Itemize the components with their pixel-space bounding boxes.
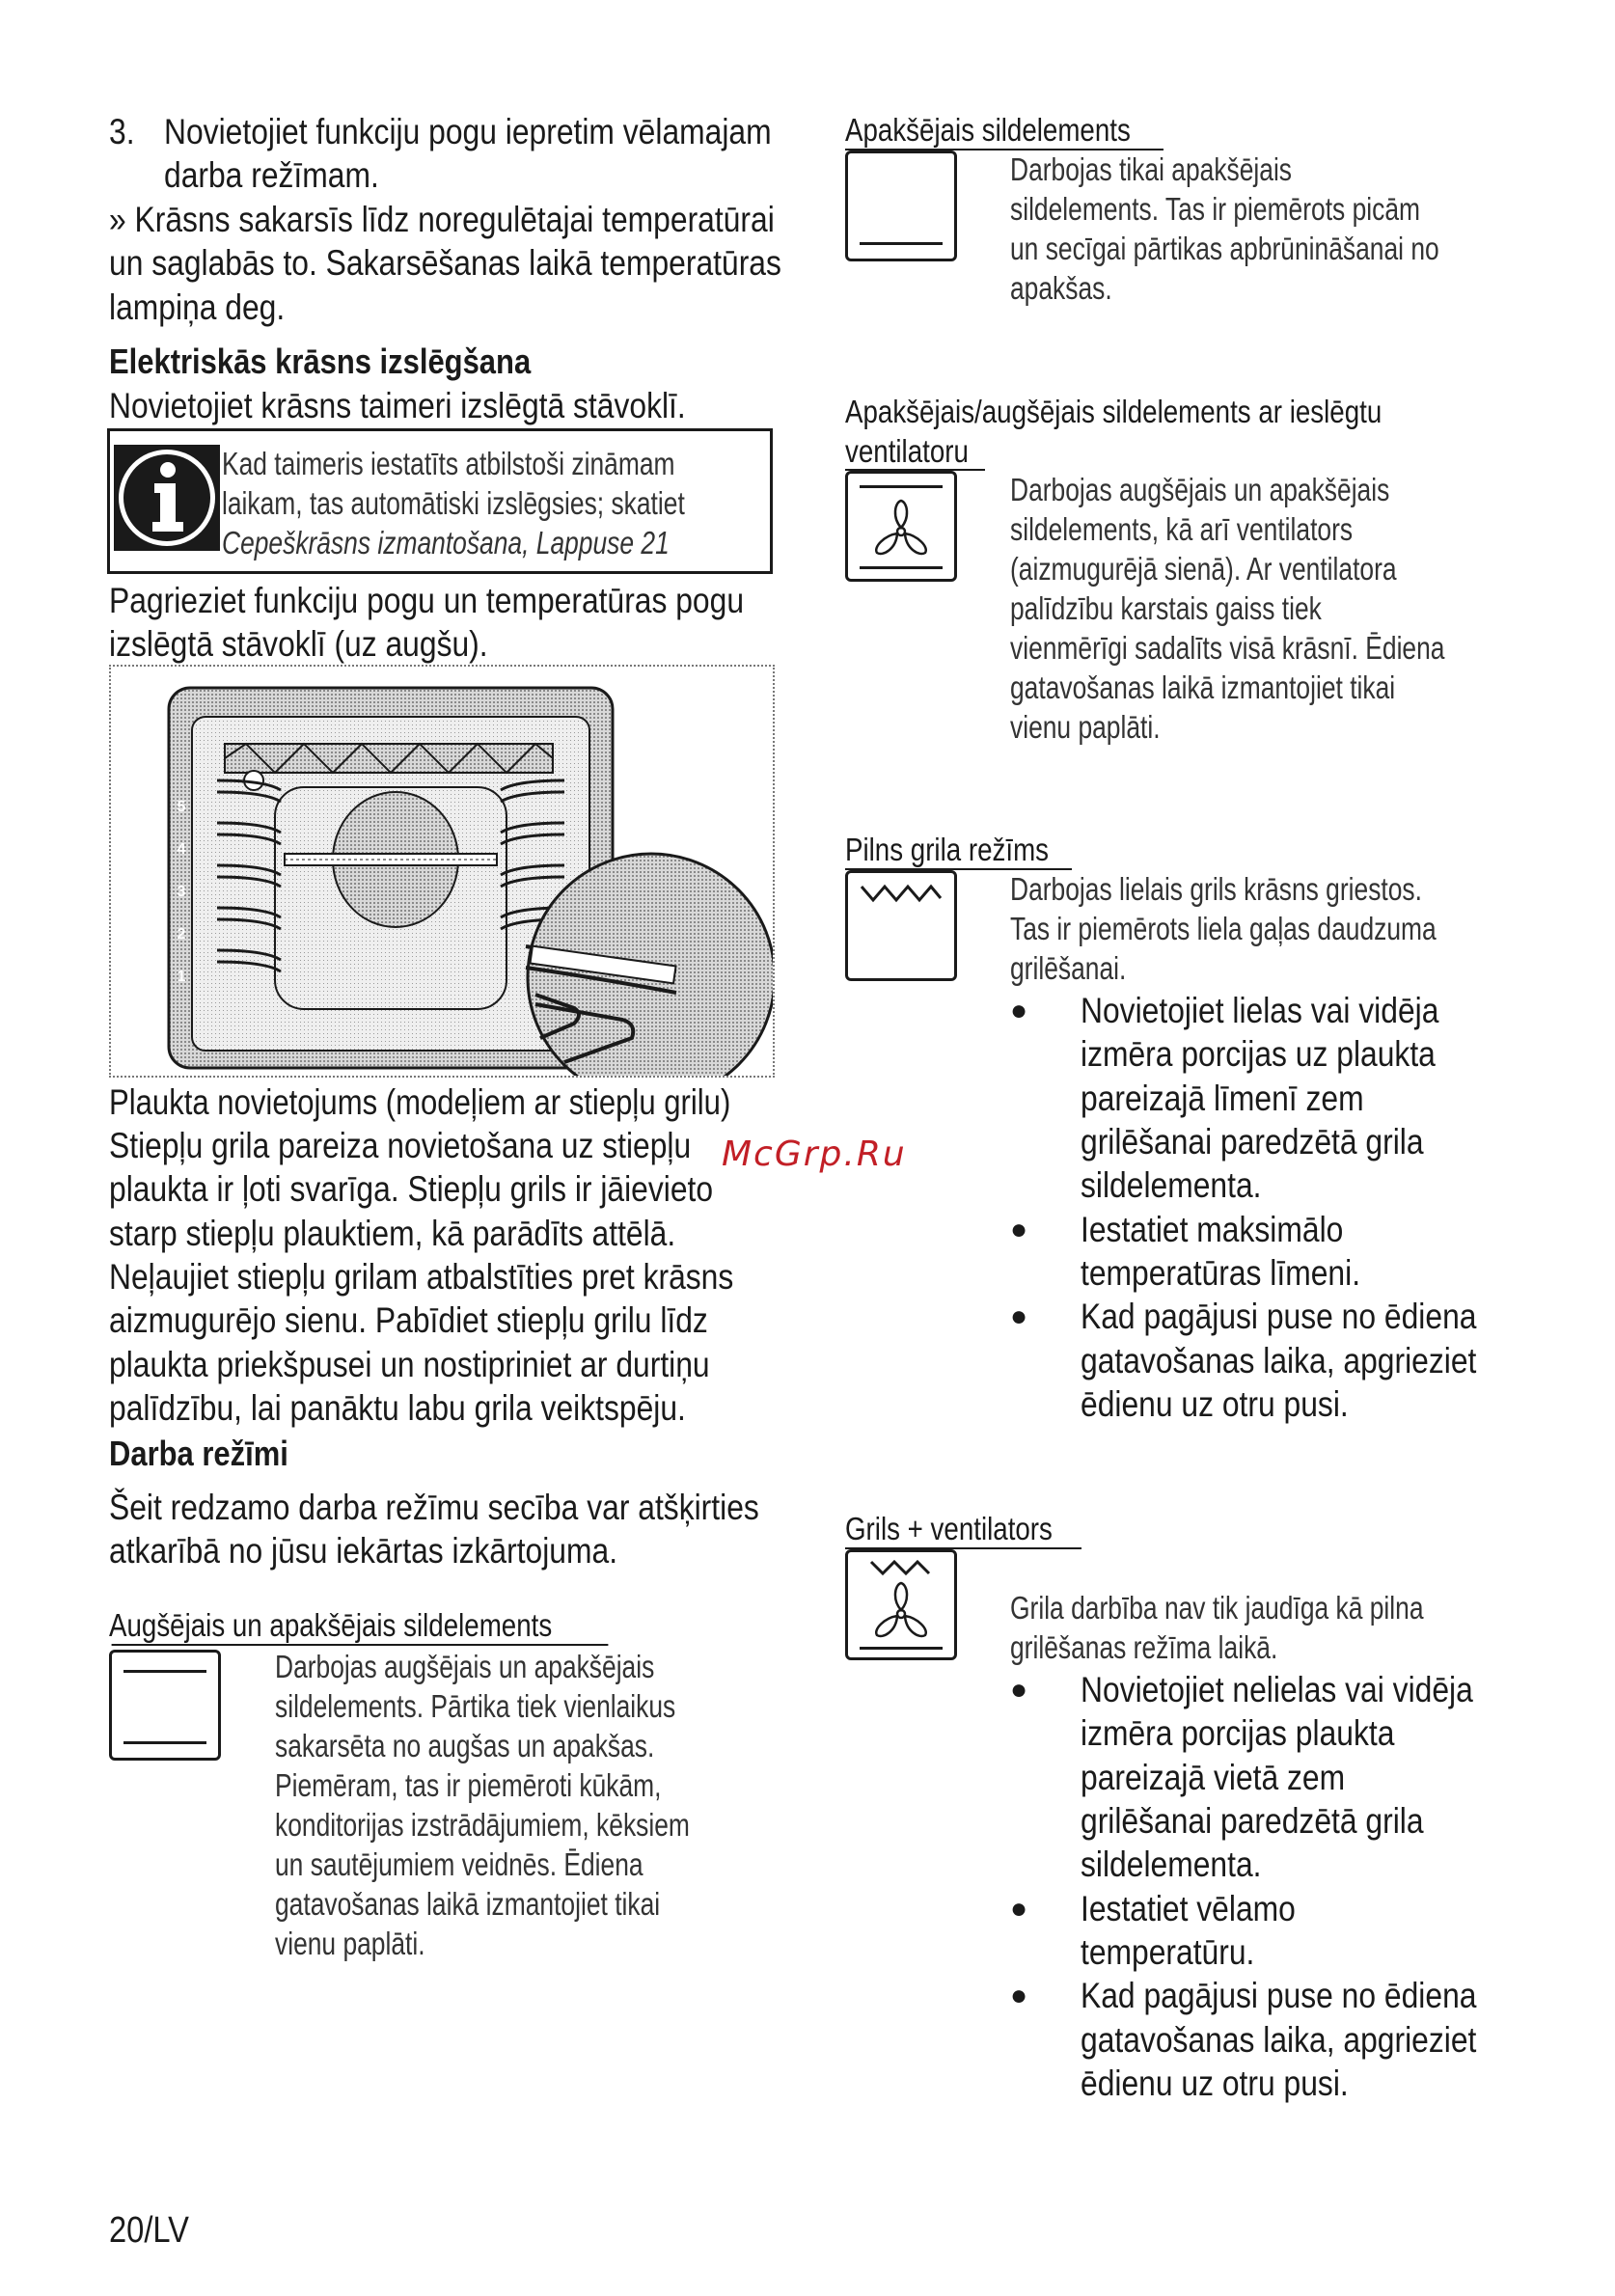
- mode-title-bottom: Apakšējais sildelements: [845, 112, 1131, 148]
- fan-icon: [865, 497, 937, 560]
- desc-line: vienu paplāti.: [1010, 709, 1161, 745]
- info-page-link[interactable]: Cepeškrāsns izmantošana, Lappuse 21: [222, 525, 670, 560]
- bullet-line: ēdienu uz otru pusi.: [1081, 2064, 1349, 2103]
- mode-title-grill-fan: Grils + ventilators: [845, 1511, 1053, 1546]
- bullet-line: Iestatiet vēlamo: [1081, 1889, 1296, 1928]
- bullet-line: Novietojiet nelielas vai vidēja: [1081, 1670, 1473, 1709]
- bullet-dot: ●: [1010, 1674, 1028, 1706]
- rack-level-labels: [175, 786, 188, 998]
- desc-line: vienmērīgi sadalīts visā krāsnī. Ēdiena: [1010, 630, 1445, 666]
- bullet-line: temperatūru.: [1081, 1932, 1255, 1972]
- rack-line: Neļaujiet stiepļu grilam atbalstīties pret krāsns: [109, 1257, 734, 1297]
- desc-line: grilēšanas režīma laikā.: [1010, 1629, 1278, 1665]
- desc-line: Piemēram, tas ir piemēroti kūkām,: [275, 1767, 662, 1803]
- top-bottom-heat-icon: [109, 1650, 221, 1761]
- info-line: Kad taimeris iestatīts atbilstoši zināmam: [222, 446, 675, 481]
- mode-title-full-grill: Pilns grila režīms: [845, 832, 1050, 867]
- desc-line: apakšas.: [1010, 270, 1112, 306]
- desc-line: un sautējumiem veidnēs. Ēdiena: [275, 1846, 643, 1882]
- bullet-line: pareizajā līmenī zem: [1081, 1079, 1364, 1118]
- oven-cavity-drawing: [111, 667, 773, 1076]
- desc-line: sildelements. Pārtika tiek vienlaikus: [275, 1688, 676, 1724]
- desc-line: gatavošanas laikā izmantojiet tikai: [275, 1886, 661, 1922]
- step-number: 3.: [109, 112, 135, 151]
- modes-line: Šeit redzamo darba režīmu secība var atšķirties: [109, 1488, 759, 1527]
- rack-level: 1: [177, 969, 186, 985]
- switch-off-text: Novietojiet krāsns taimeri izslēgtā stāvoklī.: [109, 386, 686, 425]
- bullet-dot: ●: [1010, 1214, 1028, 1245]
- bullet-dot: ●: [1010, 1980, 1028, 2011]
- info-box: [107, 428, 773, 574]
- desc-line: Darbojas tikai apakšējais: [1010, 151, 1293, 187]
- rack-line: plaukta priekšpusei un nostipriniet ar durtiņu: [109, 1345, 710, 1384]
- rack-level: 4: [177, 841, 186, 858]
- mode-title-fan: ventilatoru: [845, 433, 969, 469]
- grill-fan-icon: [845, 1549, 957, 1660]
- bullet-line: izmēra porcijas uz plaukta: [1081, 1034, 1436, 1074]
- bullet-line: temperatūras līmeni.: [1081, 1253, 1361, 1293]
- rotate-line: Pagrieziet funkciju pogu un temperatūras pogu: [109, 581, 745, 620]
- rack-line: aizmugurējo sienu. Pabīdiet stiepļu grilu līdz: [109, 1300, 708, 1340]
- desc-line: sildelements, kā arī ventilators: [1010, 511, 1354, 547]
- fan-icon: [865, 1579, 937, 1643]
- desc-line: Darbojas augšējais un apakšējais: [1010, 472, 1390, 507]
- rack-level: 3: [177, 884, 186, 900]
- page-number: 20/LV: [109, 2210, 189, 2251]
- heading-rack-position: Plaukta novietojums (modeļiem ar stiepļu grilu): [109, 1082, 731, 1122]
- watermark: McGrp.Ru: [722, 1134, 907, 1174]
- result-line: lampiņa deg.: [109, 287, 286, 327]
- rack-level: 2: [177, 926, 186, 943]
- heading-switch-off: Elektriskās krāsns izslēgšana: [109, 342, 532, 381]
- desc-line: palīdzību karstais gaiss tiek: [1010, 590, 1322, 626]
- desc-line: grilēšanai.: [1010, 950, 1127, 986]
- bullet-line: izmēra porcijas plaukta: [1081, 1713, 1395, 1753]
- bottom-heat-icon: [845, 150, 957, 261]
- step-text-line: Novietojiet funkciju pogu iepretim vēlamajam: [164, 112, 772, 151]
- bullet-dot: ●: [1010, 1893, 1028, 1925]
- mode-title-top-bottom: Augšējais un apakšējais sildelements: [109, 1607, 553, 1643]
- bullet-line: Novietojiet lielas vai vidēja: [1081, 991, 1439, 1030]
- bullet-line: sildelementa.: [1081, 1165, 1262, 1205]
- rack-line: plaukta ir ļoti svarīga. Stiepļu grils ir jāievieto: [109, 1169, 714, 1209]
- oven-illustration: [109, 665, 775, 1078]
- desc-line: Darbojas lielais grils krāsns griestos.: [1010, 871, 1422, 907]
- bullet-line: pareizajā vietā zem: [1081, 1758, 1346, 1797]
- info-line: laikam, tas automātiski izslēgsies; skatiet: [222, 485, 685, 521]
- rotate-line: izslēgtā stāvoklī (uz augšu).: [109, 624, 488, 664]
- bullet-line: Kad pagājusi puse no ēdiena: [1081, 1976, 1477, 2015]
- desc-line: (aizmugurējā sienā). Ar ventilatora: [1010, 551, 1397, 587]
- desc-line: Darbojas augšējais un apakšējais: [275, 1649, 655, 1684]
- bullet-line: gatavošanas laika, apgrieziet: [1081, 2020, 1477, 2060]
- fan-heat-icon: [845, 471, 957, 582]
- bullet-line: ēdienu uz otru pusi.: [1081, 1384, 1349, 1424]
- desc-line: Tas ir piemērots liela gaļas daudzuma: [1010, 911, 1437, 946]
- bullet-line: sildelementa.: [1081, 1845, 1262, 1884]
- bullet-line: grilēšanai paredzētā grila: [1081, 1801, 1424, 1841]
- mode-title-fan: Apakšējais/augšējais sildelements ar ieslēgtu: [845, 394, 1382, 429]
- rack-line: starp stiepļu plauktiem, kā parādīts attēlā.: [109, 1214, 676, 1253]
- bullet-line: grilēšanai paredzētā grila: [1081, 1122, 1424, 1162]
- desc-line: Grila darbība nav tik jaudīga kā pilna: [1010, 1590, 1424, 1626]
- grill-element-icon: [860, 883, 943, 904]
- bullet-line: Kad pagājusi puse no ēdiena: [1081, 1297, 1477, 1336]
- grill-element-icon: [869, 1558, 933, 1577]
- desc-line: un secīgai pārtikas apbrūnināšanai no: [1010, 231, 1439, 266]
- bullet-line: gatavošanas laika, apgrieziet: [1081, 1341, 1477, 1380]
- info-icon: [114, 445, 220, 551]
- desc-line: vienu paplāti.: [275, 1926, 425, 1961]
- rack-line: palīdzību, lai panāktu labu grila veiktspēju.: [109, 1388, 686, 1428]
- full-grill-icon: [845, 870, 957, 981]
- bullet-line: Iestatiet maksimālo: [1081, 1210, 1344, 1249]
- desc-line: sakarsēta no augšas un apakšas.: [275, 1728, 655, 1763]
- bullet-dot: ●: [1010, 1300, 1028, 1332]
- rack-line: Stiepļu grila pareiza novietošana uz stiepļu: [109, 1126, 692, 1165]
- bullet-dot: ●: [1010, 995, 1028, 1026]
- rack-level: 5: [177, 799, 186, 815]
- result-line: » Krāsns sakarsīs līdz noregulētajai temperatūrai: [109, 200, 775, 239]
- desc-line: sildelements. Tas ir piemērots picām: [1010, 191, 1421, 227]
- desc-line: konditorijas izstrādājumiem, kēksiem: [275, 1807, 690, 1843]
- step-text-line: darba režīmam.: [164, 155, 379, 195]
- modes-line: atkarībā no jūsu iekārtas izkārtojuma.: [109, 1531, 618, 1571]
- result-line: un saglabās to. Sakarsēšanas laikā temperatūras: [109, 243, 781, 283]
- heading-operating-modes: Darba režīmi: [109, 1434, 288, 1473]
- desc-line: gatavošanas laikā izmantojiet tikai: [1010, 670, 1396, 705]
